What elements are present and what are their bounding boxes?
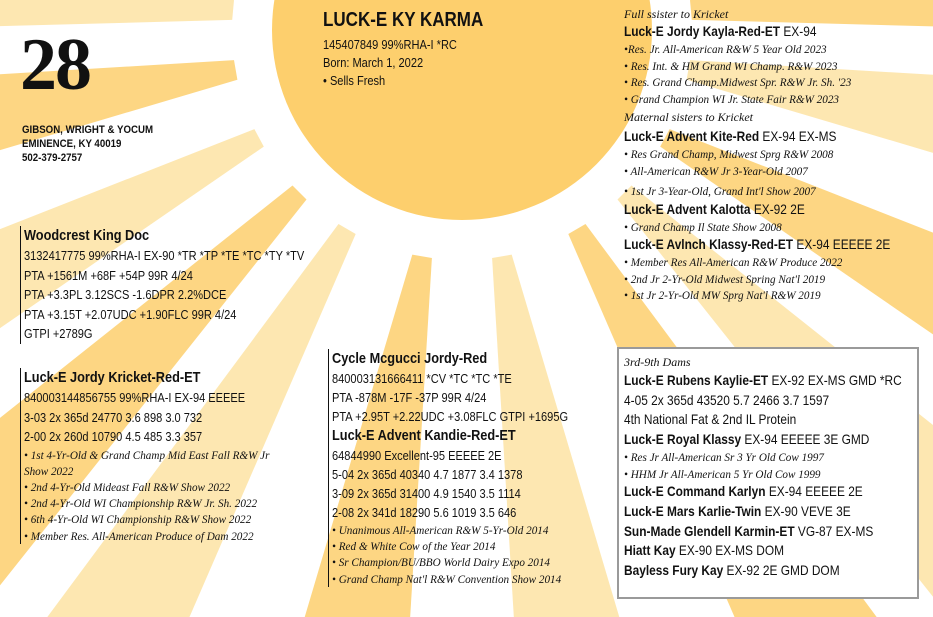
- maternal-sisters-header: Maternal sisters to Kricket: [624, 110, 753, 124]
- granddam-award: • Sr Champion/BU/BBO World Dairy Expo 2014: [332, 555, 551, 570]
- full-sister-award: • Res. Grand Champ.Midwest Spr. R&W Jr. Sh. '23: [624, 75, 852, 89]
- full-sister-award: • Grand Champion WI Jr. State Fair R&W 2023: [624, 91, 840, 106]
- dam-entry-name: Luck-E Command Karlyn EX-94 EEEEE 2E: [624, 483, 863, 500]
- maternal-grandsire-line: 840003131666411 *CV *TC *TC *TE: [332, 371, 512, 386]
- sire-line: PTA +3.3PL 3.12SCS -1.6DPR 2.2%DCE: [24, 287, 227, 302]
- dam-entry-name: Luck-E Rubens Kaylie-ET EX-92 EX-MS GMD *RC: [624, 372, 902, 388]
- dam-entry-name: Luck-E Royal Klassy EX-94 EEEEE 3E GMD: [624, 430, 870, 447]
- dam-entry-line: 4th National Fat & 2nd IL Protein: [624, 411, 797, 428]
- sire-line: PTA +1561M +68F +54P 99R 4/24: [24, 267, 193, 283]
- sire-name: Woodcrest King Doc: [24, 227, 150, 244]
- dam-id: 840003144856755 99%RHA-I EX-94 EEEEE: [24, 390, 246, 405]
- dam-award: • 2nd 4-Yr-Old Mideast Fall R&W Show 2022: [24, 479, 231, 494]
- maternal-sister-award: • 2nd Jr 2-Yr-Old Midwest Spring Nat'l 2019: [624, 271, 826, 286]
- dam-award: • 6th 4-Yr-Old WI Championship R&W Show 2022: [24, 512, 252, 527]
- granddam-record: 3-09 2x 365d 31400 4.9 1540 3.5 1114: [332, 486, 521, 501]
- consignor-info: [22, 123, 153, 165]
- dam-entry-award: • HHM Jr All-American 5 Yr Old Cow 1999: [624, 466, 821, 481]
- granddam-award: • Unanimous All-American R&W 5-Yr-Old 2014: [332, 523, 549, 537]
- maternal-grandsire-line: PTA -878M -17F -37P 99R 4/24: [332, 390, 487, 405]
- maternal-grandsire-block: [328, 349, 610, 587]
- granddam-name: Luck-E Advent Kandie-Red-ET: [332, 427, 516, 444]
- sire-line: 3132417775 99%RHA-I EX-90 *TR *TP *TE *TC *TY *TV: [24, 248, 305, 263]
- maternal-grandsire-line: PTA +2.95T +2.22UDC +3.08FLC GTPI +1695G: [332, 409, 569, 424]
- maternal-sister-award: • All-American R&W Jr 3-Year-Old 2007: [624, 163, 808, 178]
- dam-block: [20, 368, 299, 544]
- sun-disc: [272, 0, 652, 220]
- dam-entry-name: Sun-Made Glendell Karmin-ET VG-87 EX-MS: [624, 522, 874, 539]
- dams-box-header: 3rd-9th Dams: [624, 355, 691, 369]
- granddam-record: 5-04 2x 365d 40340 4.7 1877 3.4 1378: [332, 467, 523, 482]
- dam-entry-line: 4-05 2x 365d 43520 5.7 2466 3.7 1597: [624, 391, 830, 408]
- lot-born: Born: March 1, 2022: [323, 55, 424, 70]
- dam-entry-name: Luck-E Mars Karlie-Twin EX-90 VEVE 3E: [624, 502, 851, 519]
- relatives-column: [624, 7, 929, 304]
- granddam-award: • Red & White Cow of the Year 2014: [332, 539, 496, 554]
- sire-line: GTPI +2789G: [24, 326, 93, 341]
- lot-registration: 145407849 99%RHA-I *RC: [323, 37, 457, 52]
- lot-number: 28: [20, 24, 90, 106]
- additional-dams-box: [617, 347, 919, 599]
- maternal-sister-award: • Member Res All-American R&W Produce 2022: [624, 255, 843, 269]
- full-sister-award: • Res. Int. & HM Grand WI Champ. R&W 2023: [624, 58, 838, 73]
- full-sister-award: •Res. Jr. All-American R&W 5 Year Old 2023: [624, 42, 827, 56]
- maternal-sister-award: • 1st Jr 2-Yr-Old MW Sprg Nat'l R&W 2019: [624, 288, 821, 302]
- lot-title: LUCK-E KY KARMA: [323, 9, 484, 31]
- granddam-id: 64844990 Excellent-95 EEEEE 2E: [332, 448, 502, 463]
- maternal-sister-name: Luck-E Advent Kite-Red EX-94 EX-MS: [624, 128, 837, 144]
- full-sister-name: Luck-E Jordy Kayla-Red-ET EX-94: [624, 23, 817, 39]
- dam-award: • 2nd 4-Yr-Old WI Championship R&W Jr. Sh. 2022: [24, 496, 258, 511]
- dam-entry-name: Bayless Fury Kay EX-92 2E GMD DOM: [624, 561, 840, 578]
- dam-record: 3-03 2x 365d 24770 3.6 898 3.0 732: [24, 409, 203, 425]
- dam-award: • Member Res. All-American Produce of Dam 2022: [24, 528, 254, 543]
- granddam-record: 2-08 2x 341d 18290 5.6 1019 3.5 646: [332, 505, 517, 520]
- dam-entry-award: • Res Jr All-American Sr 3 Yr Old Cow 1997: [624, 450, 824, 465]
- dam-name: Luck-E Jordy Kricket-Red-ET: [24, 369, 201, 386]
- maternal-sister-award: • 1st Jr 3-Year-Old, Grand Int'l Show 2007: [624, 184, 816, 198]
- dam-award: • 1st 4-Yr-Old & Grand Champ Mid East Fall R&W Jr Show 2022: [24, 447, 270, 478]
- consignor-location: EMINENCE, KY 40019: [22, 138, 122, 150]
- sire-line: PTA +3.15T +2.07UDC +1.90FLC 99R 4/24: [24, 306, 237, 322]
- consignor-name: GIBSON, WRIGHT & YOCUM: [22, 124, 154, 136]
- sire-block: [20, 226, 354, 344]
- maternal-sister-name: Luck-E Avlnch Klassy-Red-ET EX-94 EEEEE 2E: [624, 236, 891, 252]
- maternal-sister-name: Luck-E Advent Kalotta EX-92 2E: [624, 200, 805, 217]
- maternal-grandsire-name: Cycle Mcgucci Jordy-Red: [332, 350, 488, 367]
- lot-sells-fresh: • Sells Fresh: [323, 73, 386, 88]
- maternal-sister-award: • Grand Champ Il State Show 2008: [624, 219, 782, 234]
- dam-record: 2-00 2x 260d 10790 4.5 485 3.3 357: [24, 429, 203, 444]
- dam-entry-name: Hiatt Kay EX-90 EX-MS DOM: [624, 542, 785, 559]
- granddam-award: • Grand Champ Nat'l R&W Convention Show 2014: [332, 571, 562, 586]
- lot-info: [323, 36, 457, 90]
- full-sister-header: Full ssister to Kricket: [624, 7, 729, 21]
- maternal-sister-award: • Res Grand Champ, Midwest Sprg R&W 2008: [624, 147, 834, 161]
- consignor-phone: 502-379-2757: [22, 152, 83, 164]
